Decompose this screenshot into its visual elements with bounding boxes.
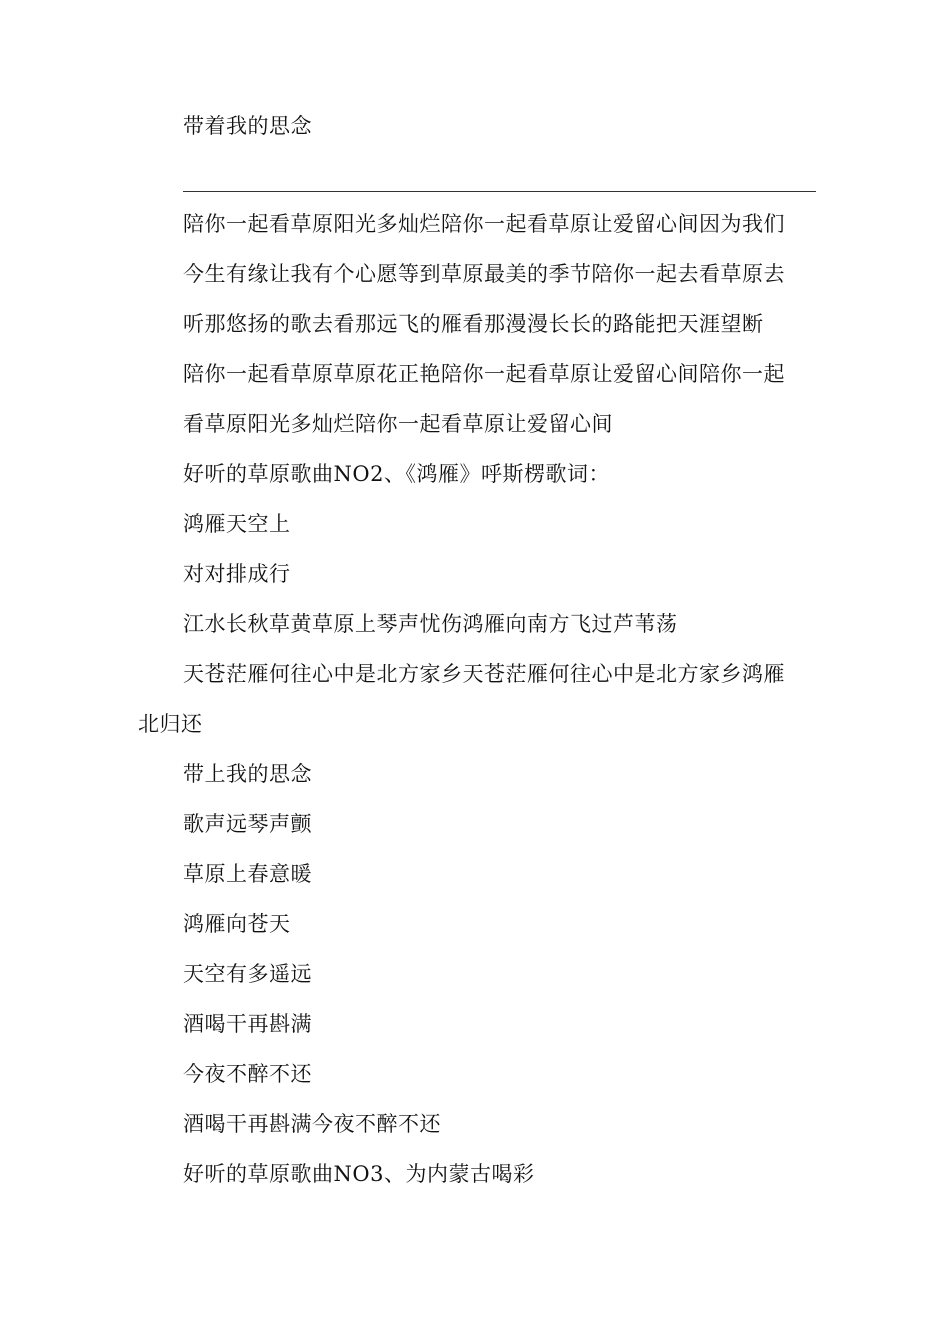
text-line: 今夜不醉不还 [183, 1062, 312, 1086]
text-line: 酒喝干再斟满 [183, 1012, 312, 1036]
text-line: 酒喝干再斟满今夜不醉不还 [183, 1112, 441, 1136]
song-heading-line: 好听的草原歌曲NO2、《鸿雁》呼斯楞歌词： [183, 462, 610, 486]
header-text-line: 带着我的思念 [183, 114, 312, 138]
text-line: 天苍茫雁何往心中是北方家乡天苍茫雁何往心中是北方家乡鸿雁 [183, 662, 785, 686]
text-line: 歌声远琴声颤 [183, 812, 312, 836]
text-line: 陪你一起看草原草原花正艳陪你一起看草原让爱留心间陪你一起 [183, 362, 785, 386]
text-line: 江水长秋草黄草原上琴声忧伤鸿雁向南方飞过芦苇荡 [183, 612, 678, 636]
text-line-flush: 北归还 [138, 712, 203, 736]
text-line: 带上我的思念 [183, 762, 312, 786]
song-heading-line: 好听的草原歌曲NO3、为内蒙古喝彩 [183, 1162, 535, 1186]
text-line: 陪你一起看草原阳光多灿烂陪你一起看草原让爱留心间因为我们 [183, 212, 785, 236]
header-divider [183, 191, 816, 192]
text-line: 天空有多遥远 [183, 962, 312, 986]
text-line: 听那悠扬的歌去看那远飞的雁看那漫漫长长的路能把天涯望断 [183, 312, 764, 336]
text-line: 看草原阳光多灿烂陪你一起看草原让爱留心间 [183, 412, 613, 436]
text-line: 草原上春意暖 [183, 862, 312, 886]
text-line: 鸿雁天空上 [183, 512, 291, 536]
text-line: 对对排成行 [183, 562, 291, 586]
text-line: 今生有缘让我有个心愿等到草原最美的季节陪你一起去看草原去 [183, 262, 785, 286]
text-line: 鸿雁向苍天 [183, 912, 291, 936]
